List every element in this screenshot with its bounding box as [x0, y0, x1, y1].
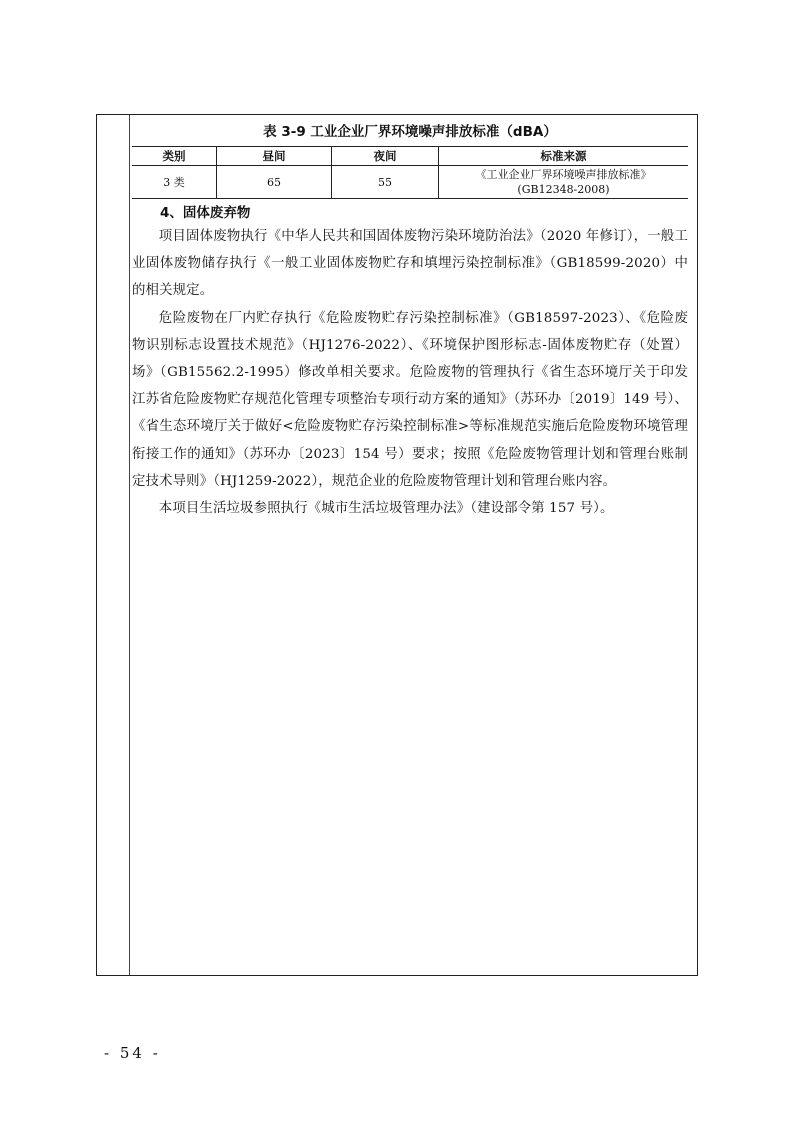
paragraph-2: 危险废物在厂内贮存执行《危险废物贮存污染控制标准》（GB18597-2023）、《危险废物识别标志设置技术规范》（HJ1276-2022）、《环境保护图形标志-固体废物贮存（处置）场》（GB15562.2-1995）修改单相关要求。危险废物的管理执行《省生态环境厅关于印发江苏省危险废物贮存规范化管理专项整治专项行动方案的通知》（苏环办〔2019〕149 号）、《省生态环境厅关于做好<危险废物贮存污染控制标准>等标准规范实施后危险废物环境管理衔接工作的通知》（苏环办〔2023〕154 号）要求；按照《危险废物管理计划和管理台账制定技术导则》（HJ1259-2022），规范企业的危险废物管理计划和管理台账内容。 — [132, 310, 688, 489]
cell-day: 65 — [217, 166, 332, 199]
table-header-row — [132, 147, 688, 166]
page-number: - 54 - — [104, 1044, 161, 1062]
table-row — [132, 166, 688, 199]
section-heading: 4、固体废弃物 — [160, 205, 251, 221]
cell-source-line1: 《工业企业厂界环境噪声排放标准》 — [475, 168, 652, 181]
header-night: 夜间 — [332, 147, 439, 166]
paragraph-3: 本项目生活垃圾参照执行《城市生活垃圾管理办法》（建设部令第 157 号）。 — [158, 501, 614, 517]
cell-source-line2: (GB12348-2008) — [517, 183, 610, 196]
left-column-divider — [129, 115, 130, 975]
content-area — [132, 118, 688, 522]
paragraph-1: 项目固体废物执行《中华人民共和国固体废物污染环境防治法》（2020 年修订），一般工业固体废物储存执行《一般工业固体废物贮存和填埋污染控制标准》（GB18599-2020）中的相关规定。 — [132, 229, 688, 299]
header-category: 类别 — [162, 149, 186, 163]
table-caption: 表 3-9 工业企业厂界环境噪声排放标准（dBA） — [263, 124, 557, 140]
cell-category: 3 类 — [163, 175, 185, 189]
noise-standard-table — [132, 146, 688, 199]
cell-source — [439, 166, 689, 199]
header-source: 标准来源 — [439, 147, 689, 166]
cell-night: 55 — [332, 166, 439, 199]
header-day: 昼间 — [217, 147, 332, 166]
